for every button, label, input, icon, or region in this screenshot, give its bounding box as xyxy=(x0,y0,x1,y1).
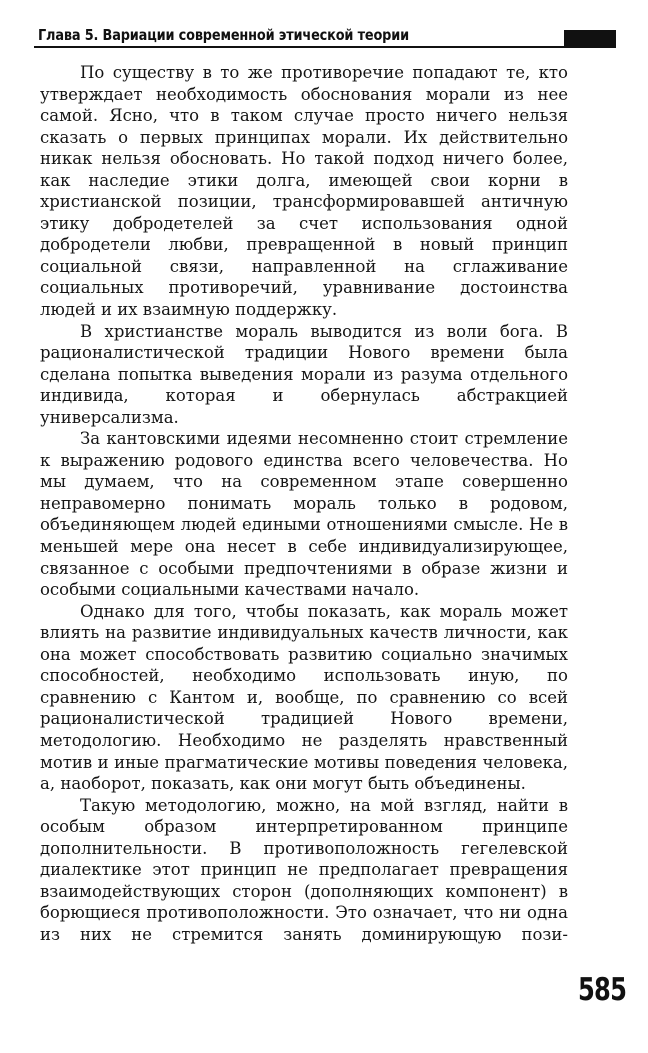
paragraph-2: В христианстве мораль выводится из воли бога. В рационалистической традиции Нового времени была сделана попытка выведения морали из разума отдельного индивида, которая и обернулась абстракцией универсализма. xyxy=(40,321,568,427)
body-text xyxy=(40,62,568,945)
paragraph-5: Такую методологию, можно, на мой взгляд, найти в особым образом интерпретированном принципе дополнительности. В противоположность гегелевской диалектике этот принцип не предполагает превращения взаимодействующих сторон (дополняющих компонент) в борющиеся противоположности. Это означает, что ни одна из них не стремится занять доминирующую пози- xyxy=(40,795,568,944)
paragraph-3: За кантовскими идеями несомненно стоит стремление к выражению родового единства всего человечества. Но мы думаем, что на современном этапе совершенно неправомерно понимать мораль только в родовом, объединяющем людей едиными отношениями смысле. Не в меньшей мере она несет в себе индивидуализирующее, связанное с особыми предпочтениями в образе жизни и особыми социальными качествами начало. xyxy=(40,429,568,600)
paragraph-4: Однако для того, чтобы показать, как мораль может влиять на развитие индивидуальных качеств личности, как она может способствовать развитию социально значимых способностей, необходимо использовать иную, по сравнению с Кантом и, вообще, по сравнению со всей рационалистической традицией Нового времени, методологию. Необходимо не разделять нравственный мотив и иные прагматические мотивы поведения человека, а, наоборот, показать, как они могут быть объединены. xyxy=(40,601,568,794)
header-marker-block xyxy=(564,30,616,48)
header-rule xyxy=(34,46,574,48)
running-header xyxy=(34,26,616,50)
page-number: 585 xyxy=(578,972,627,1008)
paragraph-1: По существу в то же противоречие попадают те, кто утверждает необходимость обоснования морали из нее самой. Ясно, что в таком случае просто ничего нельзя сказать о первых принципах морали. Их действительно никак нельзя обосновать. Но такой подход ничего более, как наследие этики долга, имеющей свои корни в христианской позиции, трансформировавшей античную этику добродетелей за счет использования одной добродетели любви, превращенной в новый принцип социальной связи, направленной на сглаживание социальных противоречий, уравнивание достоинства людей и их взаимную поддержку. xyxy=(40,63,568,320)
chapter-title: Глава 5. Вариации современной этической теории xyxy=(38,26,409,44)
